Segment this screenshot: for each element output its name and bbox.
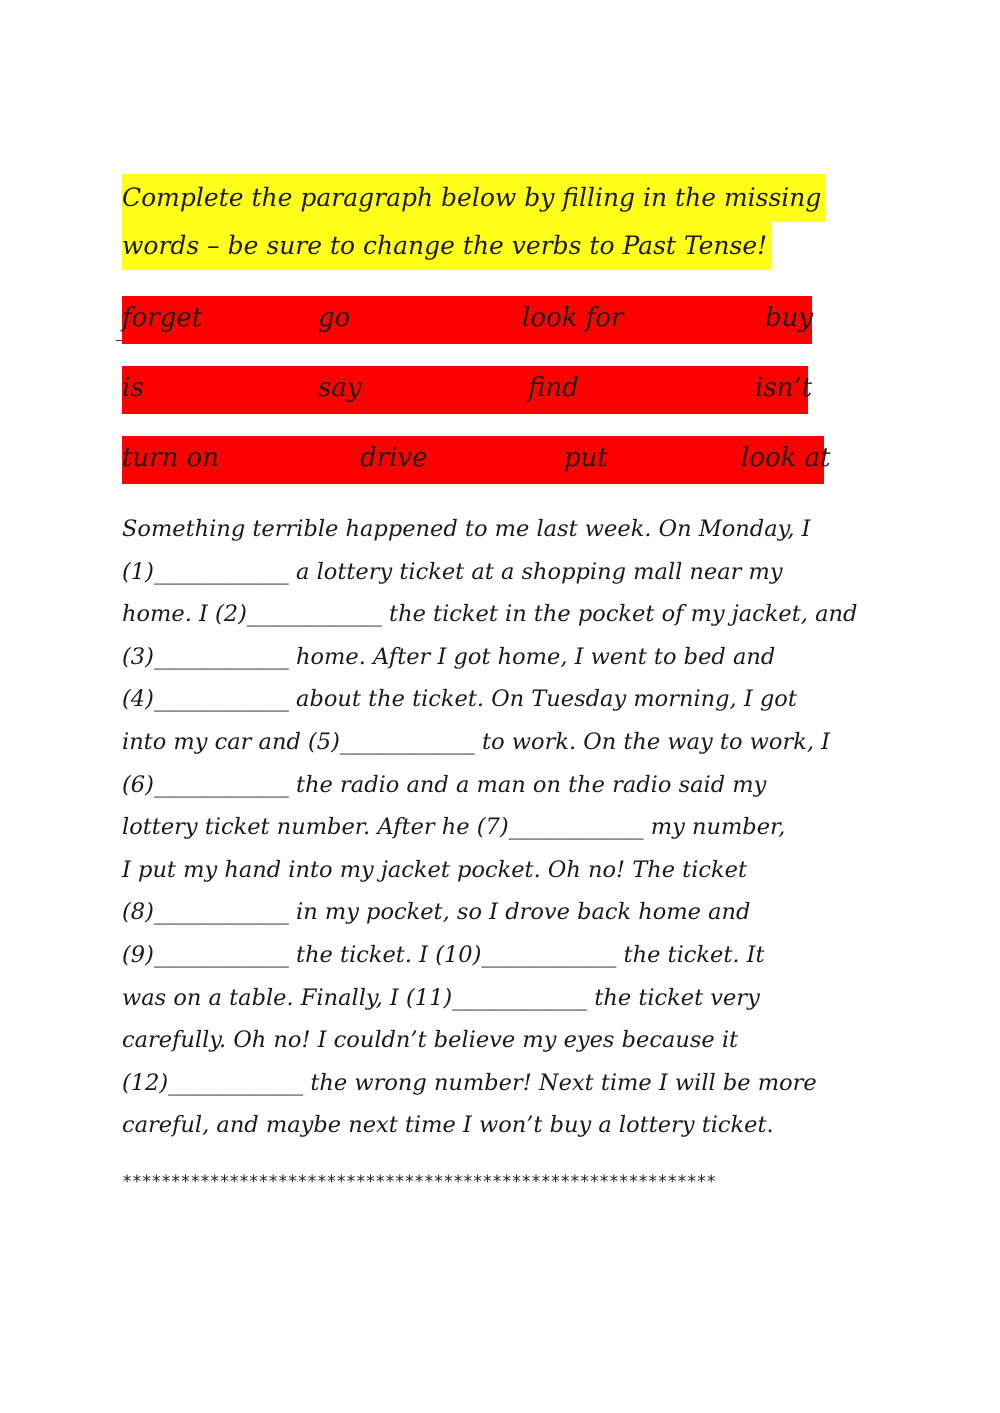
word-go: go bbox=[318, 303, 351, 333]
story-paragraph bbox=[122, 508, 892, 1147]
paragraph-line: was on a table. Finally, I (11)____________ the ticket very bbox=[122, 984, 760, 1011]
word-find: find bbox=[528, 373, 579, 403]
word-bank-row-2 bbox=[122, 366, 813, 414]
paragraph-line: lottery ticket number. After he (7)____________ my number, bbox=[122, 814, 786, 841]
paragraph-line: into my car and (5)____________ to work. On the way to work, I bbox=[122, 728, 831, 755]
word-drive: drive bbox=[360, 443, 428, 473]
instructions-line-1: Complete the paragraph below by filling in the missing bbox=[122, 174, 825, 222]
word-look-at: look at bbox=[741, 443, 831, 473]
word-bank-row-3 bbox=[122, 436, 831, 484]
paragraph-line: (12)____________ the wrong number! Next time I will be more bbox=[122, 1069, 817, 1096]
word-is: is bbox=[122, 373, 144, 403]
word-forget: forget bbox=[122, 303, 203, 333]
word-isnt: isn’t bbox=[755, 373, 813, 403]
instructions-line-2: words – be sure to change the verbs to Past Tense! bbox=[122, 222, 771, 270]
paragraph-line: (1)____________ a lottery ticket at a shopping mall near my bbox=[122, 558, 783, 585]
instructions bbox=[122, 174, 822, 270]
word-bank-row-1 bbox=[122, 296, 812, 344]
paragraph-line: home. I (2)____________ the ticket in the pocket of my jacket, and bbox=[122, 601, 858, 628]
asterisk-divider: ************************************************************* bbox=[122, 1172, 716, 1192]
word-put: put bbox=[564, 443, 608, 473]
word-buy: buy bbox=[765, 303, 814, 333]
paragraph-line: (8)____________ in my pocket, so I drove back home and bbox=[122, 899, 751, 926]
word-say: say bbox=[318, 373, 362, 403]
word-look-for: look for bbox=[522, 303, 624, 333]
paragraph-line: (3)____________ home. After I got home, I went to bed and bbox=[122, 643, 776, 670]
paragraph-line: I put my hand into my jacket pocket. Oh no! The ticket bbox=[122, 856, 748, 883]
paragraph-line: (4)____________ about the ticket. On Tuesday morning, I got bbox=[122, 686, 797, 713]
paragraph-line: (6)____________ the radio and a man on the radio said my bbox=[122, 771, 767, 798]
paragraph-line: Something terrible happened to me last week. On Monday, I bbox=[122, 516, 811, 542]
paragraph-line: (9)____________ the ticket. I (10)____________ the ticket. It bbox=[122, 941, 765, 968]
paragraph-line: careful, and maybe next time I won’t buy a lottery ticket. bbox=[122, 1112, 774, 1139]
word-turn-on: turn on bbox=[122, 443, 220, 473]
paragraph-line: carefully. Oh no! I couldn’t believe my eyes because it bbox=[122, 1027, 739, 1054]
